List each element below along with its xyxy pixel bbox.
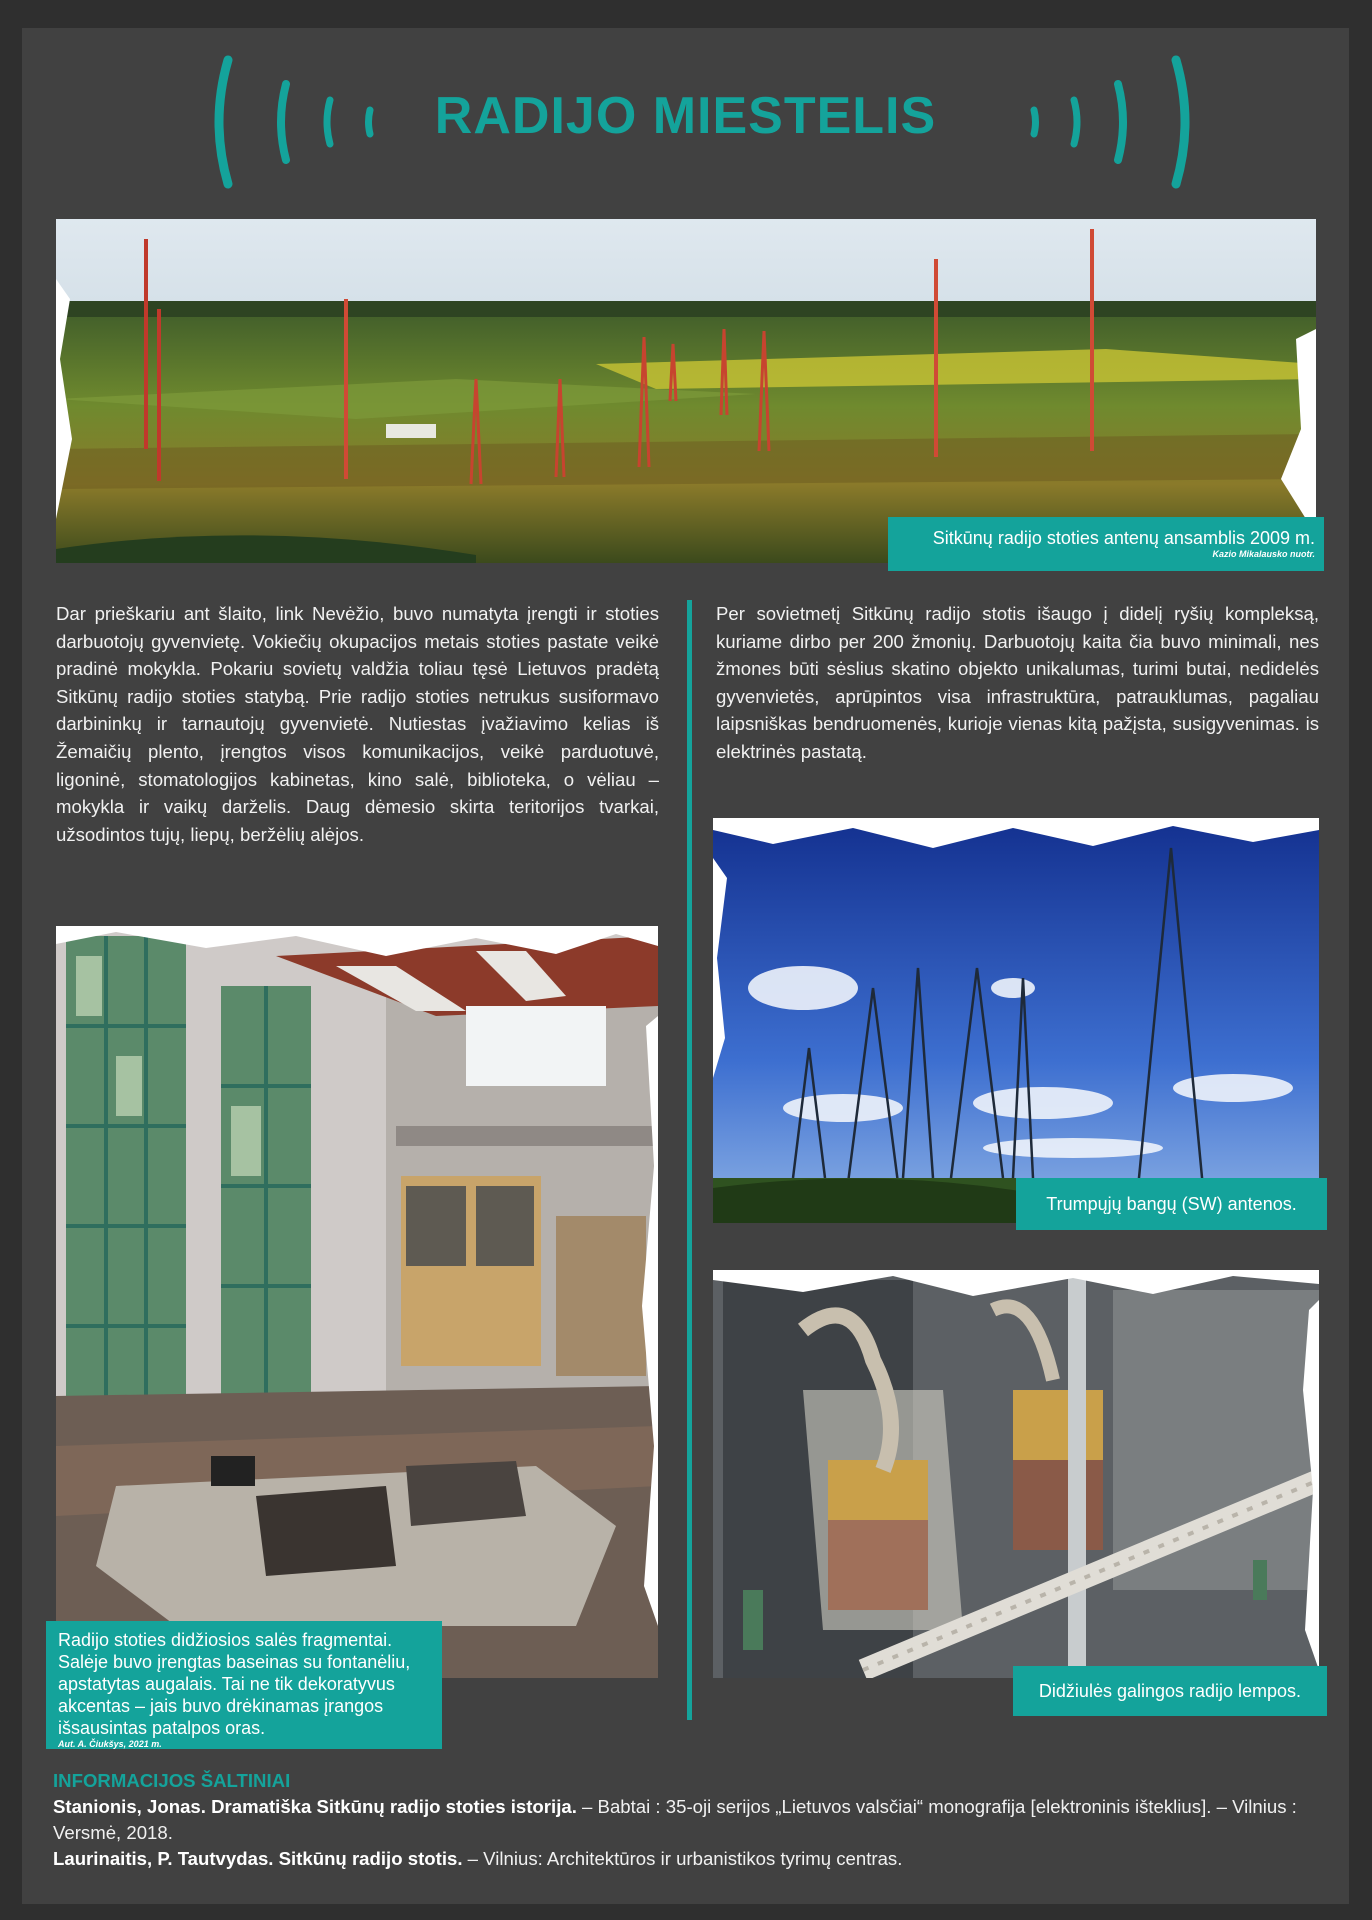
poster-panel (22, 28, 1349, 1904)
left-text-block: Dar prieškariu ant šlaito, link Nevėžio, buvo numatyta įrengti ir stoties darbuotojų gyvenvietę. Vokiečių okupacijos metais stoties pastate veikė pradinė mokykla. Pokariu sovietų valdžia toliau tęsė Lietuvos pradėtą Sitkūnų radijo stoties statybą. Prie radijo stoties netrukus susiformavo darbininkų ir tarnautojų gyvenvietė. Nutiestas įvažiavimo kelias iš Žemaičių plento, įrengtos visos komunikacijos, veikė parduotuvė, ligoninė, stomatologijos kabinetas, kino salė, biblioteka, o vėliau – mokykla ir vaikų darželis. Daug dėmesio skirta teritorijos tvarkai, užsodintos tujų, liepų, beržėlių alėjos. (56, 603, 659, 845)
source-item (53, 1794, 1319, 1846)
top-photo-caption-text: Sitkūnų radijo stoties antenų ansamblis 2009 m. (932, 528, 1315, 548)
sw-antennas-photo (713, 818, 1319, 1223)
top-photo-credit: Kazio Mikalausko nuotr. (1212, 549, 1315, 559)
sw-antennas-caption: Trumpųjų bangų (SW) antenos. (1016, 1178, 1327, 1230)
right-text-block: Per sovietmetį Sitkūnų radijo stotis išaugo į didelį ryšių kompleksą, kuriame dirbo per 200 žmonių. Darbuotojų kaita čia buvo minimali, nes žmones būti sėslius skatino objekto unikalumas, turimi butai, nedidelės gyvenvietės, aprūpintos visa infrastruktūra, patrauklumas, pagaliau laipsniškas bendruomenės, kurioje vienas kitą pažįsta, susigyvenimas. is elektrinės pastatą. (716, 603, 1319, 762)
source-item-details: – Babtai : 35-oji serijos „Lietuvos valsčiai“ monografija [elektroninis išteklius]. – Vilnius : Versmė, 2018. (53, 1796, 1297, 1843)
hall-photo-credit: Aut. A. Čiukšys, 2021 m. (58, 1739, 162, 1749)
source-item-title: Stanionis, Jonas. Dramatiška Sitkūnų radijo stoties istorija. (53, 1796, 577, 1817)
sources-heading: INFORMACIJOS ŠALTINIAI (53, 1770, 291, 1791)
hall-photo-caption (46, 1621, 442, 1749)
antenna-field-photo (56, 219, 1316, 563)
column-divider (687, 600, 692, 1720)
hall-interior-photo (56, 926, 658, 1678)
hall-photo-caption-text: Radijo stoties didžiosios salės fragmentai. Salėje buvo įrengtas baseinas su fontanėliu, apstatytas augalais. Tai ne tik dekoratyvus akcentas – jais buvo drėkinamas įrangos išsausintas patalpos oras. (58, 1630, 411, 1738)
source-item-details: – Vilnius: Architektūros ir urbanistikos tyrimų centras. (462, 1848, 903, 1869)
sources-section (53, 1768, 1319, 1872)
page-title: RADIJO MIESTELIS (434, 87, 937, 145)
source-item-title: Laurinaitis, P. Tautvydas. Sitkūnų radijo stotis. (53, 1848, 463, 1869)
radio-lamps-caption: Didžiulės galingos radijo lempos. (1013, 1666, 1327, 1716)
source-item (53, 1846, 1319, 1872)
radio-lamps-photo (713, 1270, 1319, 1678)
top-photo-caption (888, 517, 1324, 571)
